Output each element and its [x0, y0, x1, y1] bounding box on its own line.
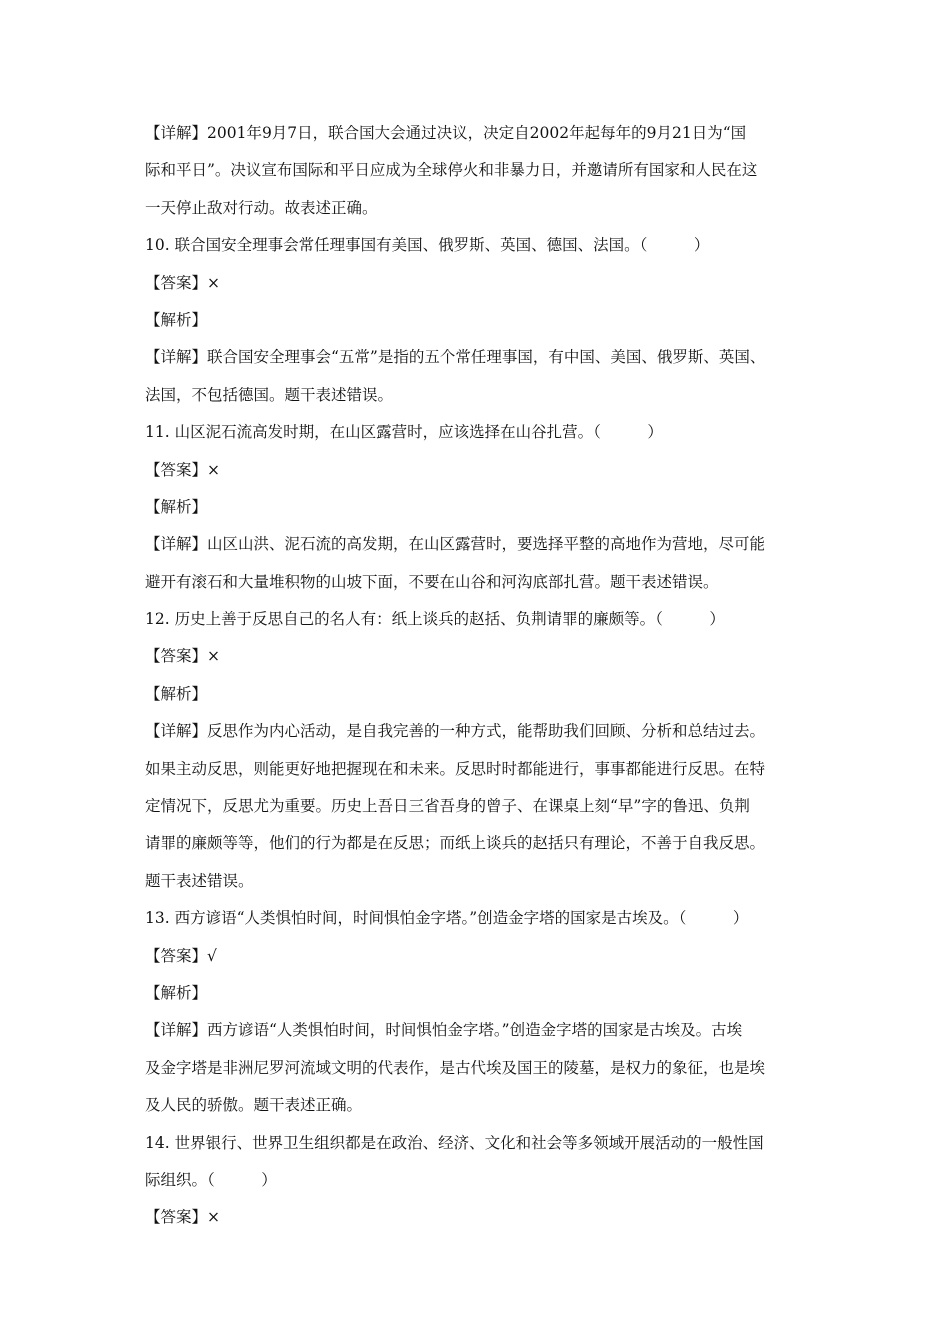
question-13: 13. 西方谚语“人类惧怕时间，时间惧怕金字塔。”创造金字塔的国家是古埃及。（ ）: [145, 909, 749, 928]
text-line: 及人民的骄傲。题干表述正确。: [145, 1096, 363, 1115]
analysis-label: 【解析】: [145, 310, 208, 329]
answer-label: 【答案】×: [145, 273, 220, 292]
text-line: 【详解】反思作为内心活动，是自我完善的一种方式，能帮助我们回顾、分析和总结过去。: [145, 722, 766, 741]
question-11: 11. 山区泥石流高发时期，在山区露营时，应该选择在山谷扎营。（ ）: [145, 423, 663, 442]
text-line: 际和平日”。决议宣布国际和平日应成为全球停火和非暴力日，并邀请所有国家和人民在这: [145, 161, 758, 180]
text-line: 【详解】联合国安全理事会“五常”是指的五个常任理事国，有中国、美国、俄罗斯、英国、: [145, 348, 766, 367]
question-10: 10. 联合国安全理事会常任理事国有美国、俄罗斯、英国、德国、法国。（ ）: [145, 236, 710, 255]
analysis-label: 【解析】: [145, 983, 208, 1002]
document-body: [145, 115, 810, 1237]
answer-label: 【答案】×: [145, 1208, 220, 1227]
text-line: 及金字塔是非洲尼罗河流域文明的代表作，是古代埃及国王的陵墓，是权力的象征，也是埃: [145, 1058, 766, 1077]
text-line: 题干表述错误。: [145, 871, 254, 890]
text-line: 如果主动反思，则能更好地把握现在和未来。反思时时都能进行，事事都能进行反思。在特: [145, 759, 766, 778]
text-line: 【详解】西方谚语“人类惧怕时间，时间惧怕金字塔。”创造金字塔的国家是古埃及。古埃: [145, 1021, 743, 1040]
question-14: 14. 世界银行、世界卫生组织都是在政治、经济、文化和社会等多领域开展活动的一般性国: [145, 1133, 764, 1152]
text-line: 一天停止敌对行动。故表述正确。: [145, 198, 378, 217]
text-line: 际组织。（ ）: [145, 1170, 277, 1189]
text-line: 避开有滚石和大量堆积物的山坡下面，不要在山谷和河沟底部扎营。题干表述错误。: [145, 572, 719, 591]
answer-label: 【答案】√: [145, 946, 217, 965]
question-12: 12. 历史上善于反思自己的名人有：纸上谈兵的赵括、负荆请罪的廉颇等。（ ）: [145, 610, 725, 629]
text-line: 【详解】2001年9月7日，联合国大会通过决议，决定自2002年起每年的9月21日为“国: [145, 124, 747, 142]
text-line: 请罪的廉颇等等，他们的行为都是在反思；而纸上谈兵的赵括只有理论，不善于自我反思。: [145, 834, 766, 853]
analysis-label: 【解析】: [145, 684, 208, 703]
analysis-label: 【解析】: [145, 497, 208, 516]
text-line: 定情况下，反思尤为重要。历史上吾日三省吾身的曾子、在课桌上刻“早”字的鲁迅、负荆: [145, 797, 750, 816]
answer-label: 【答案】×: [145, 460, 220, 479]
text-line: 法国，不包括德国。题干表述错误。: [145, 385, 394, 404]
answer-label: 【答案】×: [145, 647, 220, 666]
text-line: 【详解】山区山洪、泥石流的高发期，在山区露营时，要选择平整的高地作为营地，尽可能: [145, 535, 766, 554]
